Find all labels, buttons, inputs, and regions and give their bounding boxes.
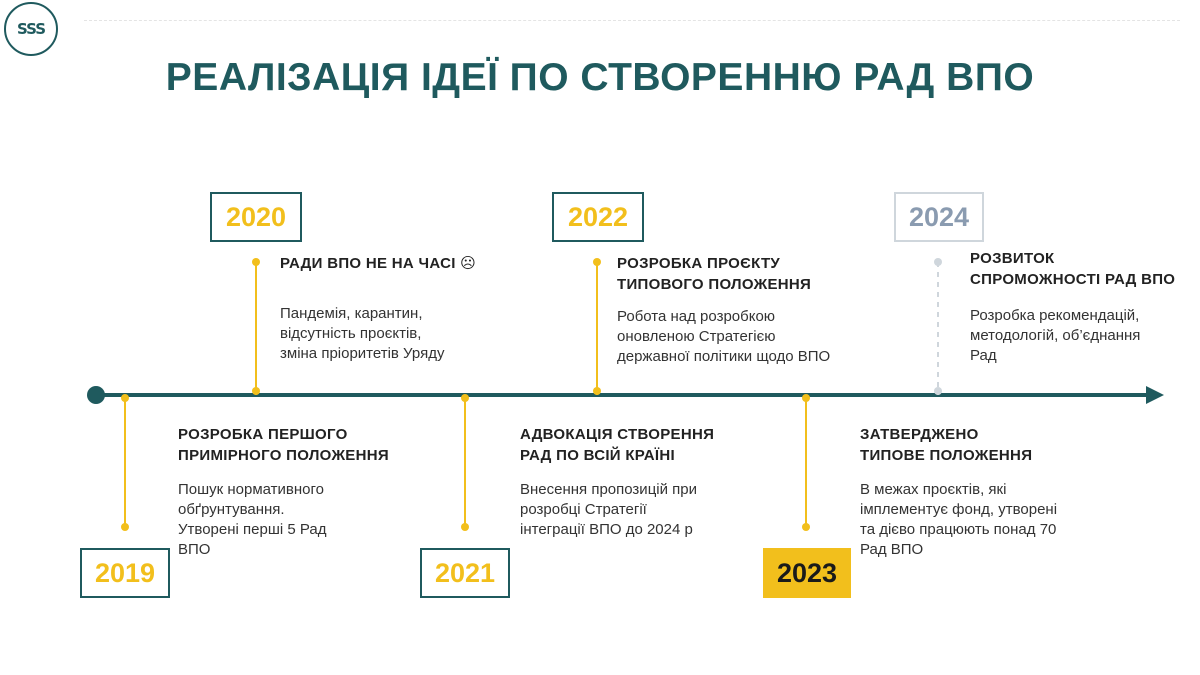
- connector-dot-2021-end: [461, 523, 469, 531]
- event-2023-description: В межах проєктів, які імплементує фонд, утворені та дієво працюють понад 70 Рад ВПО: [860, 481, 1058, 558]
- connector-dot-2023-end: [802, 523, 810, 531]
- event-2022: [617, 253, 892, 367]
- timeline-start-dot: [87, 386, 105, 404]
- year-box-2019: 2019: [80, 548, 170, 598]
- event-2019-description: Пошук нормативного обґрунтування. Утворені перші 5 Рад ВПО: [178, 481, 327, 558]
- year-box-2021: 2021: [420, 548, 510, 598]
- event-2020-title: РАДИ ВПО НЕ НА ЧАСІ ☹: [280, 255, 477, 272]
- connector-dot-2024-end: [934, 258, 942, 266]
- year-box-2023: 2023: [763, 548, 851, 598]
- event-2022-description: Робота над розробкою оновленою Стратегією державної політики щодо ВПО: [617, 308, 831, 365]
- logo: SSS: [4, 2, 58, 56]
- connector-dot-2022-base: [593, 387, 601, 395]
- event-2020: [280, 253, 520, 364]
- event-2023: [860, 424, 1110, 560]
- connector-dot-2022-end: [593, 258, 601, 266]
- connector-dot-2020-base: [252, 387, 260, 395]
- connector-dot-2024-base: [934, 387, 942, 395]
- event-2021-title: АДВОКАЦІЯ СТВОРЕННЯ РАД ПО ВСІЙ КРАЇНІ: [520, 426, 715, 464]
- event-2022-title: РОЗРОБКА ПРОЄКТУ ТИПОВОГО ПОЛОЖЕННЯ: [617, 255, 812, 293]
- event-2020-description: Пандемія, карантин, відсутність проєктів, зміна пріоритетів Уряду: [280, 305, 445, 362]
- event-2019-title: РОЗРОБКА ПЕРШОГО ПРИМІРНОГО ПОЛОЖЕННЯ: [178, 426, 389, 464]
- connector-dot-2023-top: [802, 394, 810, 402]
- event-2021: [520, 424, 760, 540]
- year-box-2024: 2024: [894, 192, 984, 242]
- event-2019: [178, 424, 408, 560]
- event-2023-title: ЗАТВЕРДЖЕНО ТИПОВЕ ПОЛОЖЕННЯ: [860, 426, 1033, 464]
- event-2024: [970, 248, 1195, 366]
- event-2024-description: Розробка рекомендацій, методологій, об’єднання Рад: [970, 307, 1141, 364]
- connector-dot-2019-top: [121, 394, 129, 402]
- page-title: РЕАЛІЗАЦІЯ ІДЕЇ ПО СТВОРЕННЮ РАД ВПО: [165, 56, 1035, 99]
- event-2021-description: Внесення пропозицій при розробці Стратегії інтеграції ВПО до 2024 р: [520, 481, 698, 538]
- connector-dot-2020-end: [252, 258, 260, 266]
- timeline-arrowhead: [1146, 386, 1164, 404]
- connector-dot-2019-end: [121, 523, 129, 531]
- year-box-2022: 2022: [552, 192, 644, 242]
- connector-dot-2021-top: [461, 394, 469, 402]
- event-2024-title: РОЗВИТОК СПРОМОЖНОСТІ РАД ВПО: [970, 250, 1176, 288]
- year-box-2020: 2020: [210, 192, 302, 242]
